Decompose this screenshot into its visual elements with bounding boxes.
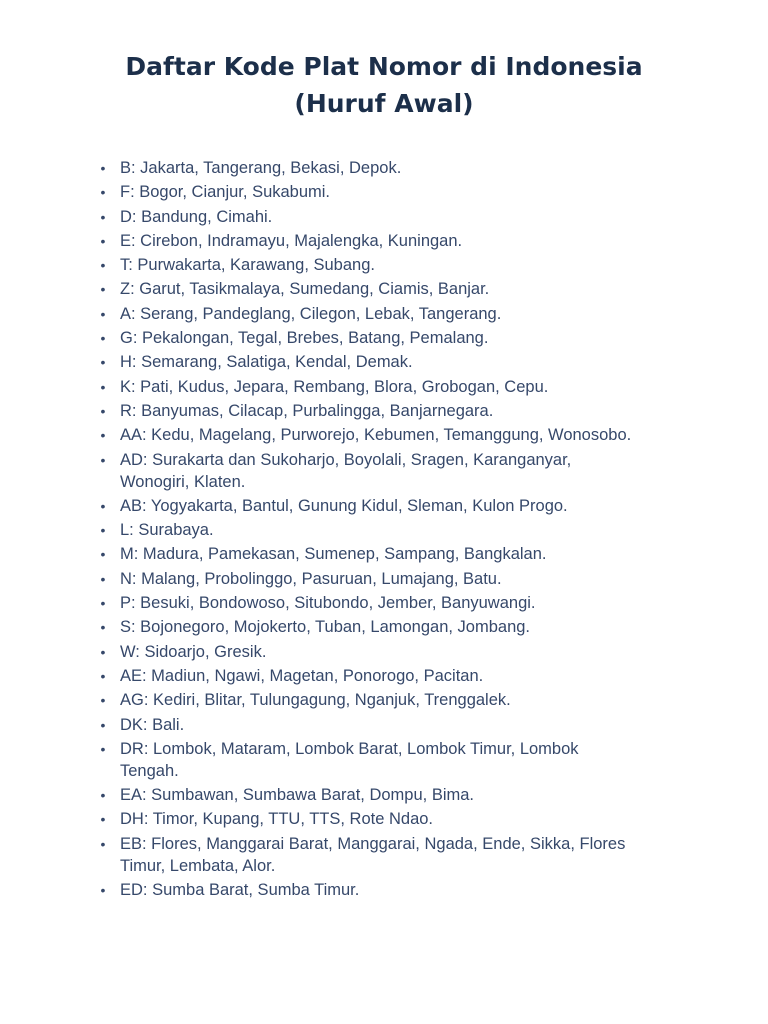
bullet-icon: • <box>100 716 106 733</box>
bullet-icon: • <box>100 619 106 636</box>
list-item <box>100 879 640 901</box>
bullet-icon: • <box>100 740 106 757</box>
bullet-icon: • <box>100 643 106 660</box>
list-item-text: D: Bandung, Cimahi. <box>120 207 273 226</box>
list-item-text: EA: Sumbawan, Sumbawa Barat, Dompu, Bima. <box>120 786 474 805</box>
page-title <box>0 48 768 122</box>
bullet-icon: • <box>100 305 106 322</box>
bullet-icon: • <box>100 184 106 201</box>
list-item <box>100 738 640 782</box>
list-item <box>100 833 640 877</box>
list-item <box>100 206 640 228</box>
list-item <box>100 808 640 830</box>
list-item <box>100 278 640 300</box>
bullet-icon: • <box>100 232 106 249</box>
bullet-icon: • <box>100 160 106 176</box>
bullet-icon: • <box>100 208 106 225</box>
title-line-1: Daftar Kode Plat Nomor di Indonesia <box>125 52 643 81</box>
list-item <box>100 303 640 325</box>
list-item <box>100 449 640 493</box>
list-item <box>100 543 640 565</box>
bullet-icon: • <box>100 570 106 587</box>
list-item-text: H: Semarang, Salatiga, Kendal, Demak. <box>120 353 413 372</box>
list-item-text: A: Serang, Pandeglang, Cilegon, Lebak, Tangerang. <box>120 304 502 323</box>
list-item <box>100 424 640 446</box>
list-item-text: AE: Madiun, Ngawi, Magetan, Ponorogo, Pacitan. <box>120 666 484 685</box>
list-item <box>100 495 640 517</box>
bullet-icon: • <box>100 787 106 804</box>
list-item-text: G: Pekalongan, Tegal, Brebes, Batang, Pemalang. <box>120 329 489 348</box>
list-item-text: B: Jakarta, Tangerang, Bekasi, Depok. <box>120 159 402 177</box>
list-item-text: ED: Sumba Barat, Sumba Timur. <box>120 881 360 900</box>
list-item-text: AB: Yogyakarta, Bantul, Gunung Kidul, Sleman, Kulon Progo. <box>120 496 568 515</box>
list-item <box>100 230 640 252</box>
bullet-icon: • <box>100 497 106 514</box>
bullet-icon: • <box>100 427 106 444</box>
list-item-text: P: Besuki, Bondowoso, Situbondo, Jember, Banyuwangi. <box>120 594 536 613</box>
bullet-icon: • <box>100 522 106 539</box>
list-item <box>100 351 640 373</box>
list-item-text: T: Purwakarta, Karawang, Subang. <box>120 256 375 275</box>
bullet-icon: • <box>100 330 106 347</box>
list-item-text: Z: Garut, Tasikmalaya, Sumedang, Ciamis, Banjar. <box>120 280 490 299</box>
list-item-text: DK: Bali. <box>120 715 185 734</box>
bullet-icon: • <box>100 667 106 684</box>
list-item <box>100 519 640 541</box>
bullet-icon: • <box>100 257 106 274</box>
list-item-text: EB: Flores, Manggarai Barat, Manggarai, Ngada, Ende, Sikka, Flores Timur, Lembata, Alor. <box>120 834 626 875</box>
list-item <box>100 181 640 203</box>
list-item-text: R: Banyumas, Cilacap, Purbalingga, Banjarnegara. <box>120 401 494 420</box>
list-item <box>100 641 640 663</box>
list-item-text: DR: Lombok, Mataram, Lombok Barat, Lombok Timur, Lombok Tengah. <box>120 739 579 780</box>
bullet-icon: • <box>100 811 106 828</box>
list-item <box>100 376 640 398</box>
bullet-icon: • <box>100 378 106 395</box>
list-item-text: W: Sidoarjo, Gresik. <box>120 642 267 661</box>
bullet-icon: • <box>100 595 106 612</box>
list-item-text: S: Bojonegoro, Mojokerto, Tuban, Lamongan, Jombang. <box>120 618 531 637</box>
list-item-text: E: Cirebon, Indramayu, Majalengka, Kuningan. <box>120 231 463 250</box>
list-item-text: L: Surabaya. <box>120 521 214 540</box>
plate-code-list <box>100 157 640 903</box>
list-item <box>100 157 640 179</box>
list-item <box>100 616 640 638</box>
bullet-icon: • <box>100 354 106 371</box>
list-item <box>100 400 640 422</box>
bullet-icon: • <box>100 281 106 298</box>
list-item <box>100 568 640 590</box>
bullet-icon: • <box>100 835 106 852</box>
list-item-text: AA: Kedu, Magelang, Purworejo, Kebumen, Temanggung, Wonosobo. <box>120 426 632 445</box>
list-item-text: AG: Kediri, Blitar, Tulungagung, Nganjuk, Trenggalek. <box>120 691 511 710</box>
bullet-icon: • <box>100 882 106 899</box>
list-item <box>100 689 640 711</box>
list-item-text: AD: Surakarta dan Sukoharjo, Boyolali, Sragen, Karanganyar, Wonogiri, Klaten. <box>120 450 572 491</box>
title-line-2: (Huruf Awal) <box>294 89 474 118</box>
list-item-text: M: Madura, Pamekasan, Sumenep, Sampang, Bangkalan. <box>120 545 547 564</box>
bullet-icon: • <box>100 692 106 709</box>
list-item <box>100 665 640 687</box>
list-item-text: N: Malang, Probolinggo, Pasuruan, Lumajang, Batu. <box>120 569 502 588</box>
bullet-icon: • <box>100 402 106 419</box>
list-item-text: DH: Timor, Kupang, TTU, TTS, Rote Ndao. <box>120 810 434 829</box>
list-item <box>100 254 640 276</box>
list-item-text: F: Bogor, Cianjur, Sukabumi. <box>120 183 331 202</box>
list-item <box>100 592 640 614</box>
list-item <box>100 327 640 349</box>
bullet-icon: • <box>100 546 106 563</box>
list-item <box>100 784 640 806</box>
list-item <box>100 714 640 736</box>
bullet-icon: • <box>100 451 106 468</box>
list-item-text: K: Pati, Kudus, Jepara, Rembang, Blora, Grobogan, Cepu. <box>120 377 549 396</box>
